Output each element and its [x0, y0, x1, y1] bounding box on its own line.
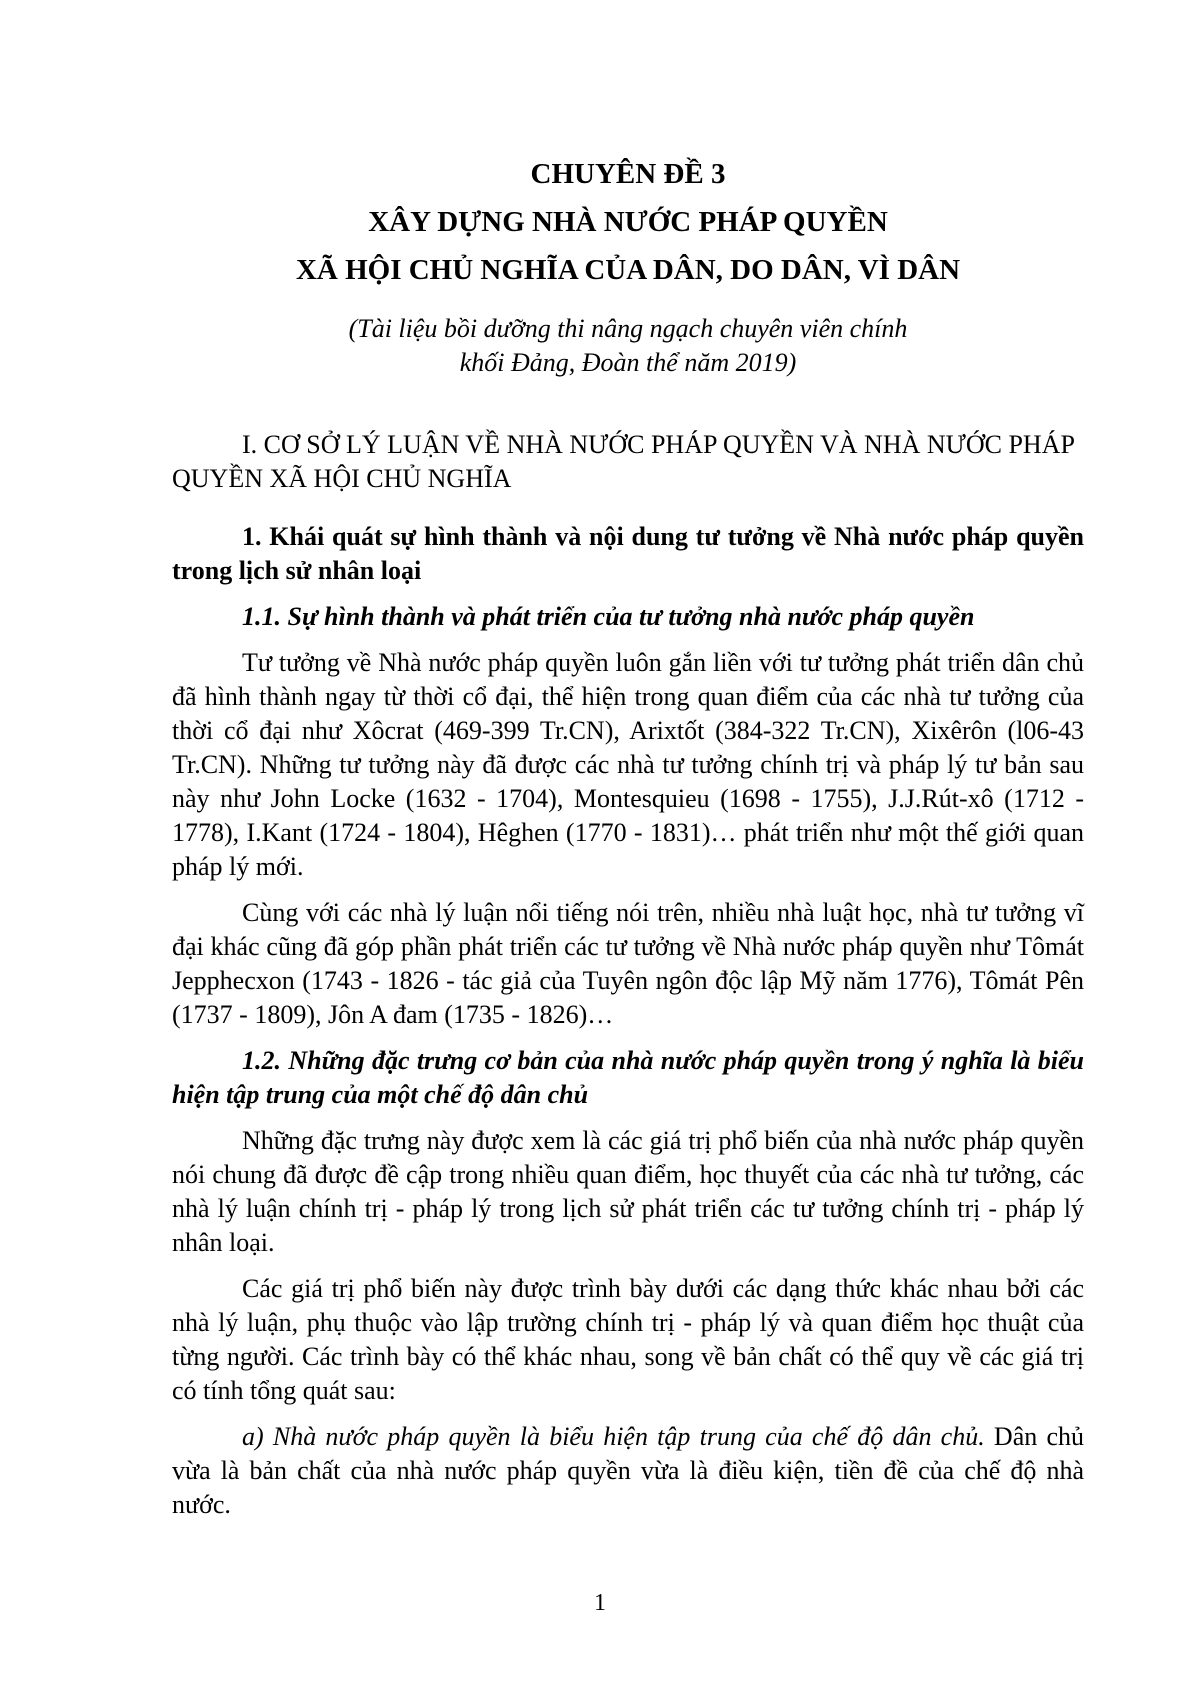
title-block [172, 150, 1084, 380]
page-number: 1 [594, 1590, 606, 1616]
paragraph: Cùng với các nhà lý luận nổi tiếng nói trên, nhiều nhà luật học, nhà tư tưởng vĩ đại khác cũng đã góp phần phát triển các tư tưởng về Nhà nước pháp quyền như Tômát Jepphecxon (1743 - 1826 - tác giả của Tuyên ngôn độc lập Mỹ năm 1776), Tômát Pên (1737 - 1809), Jôn A đam (1735 - 1826)… [172, 898, 1084, 1029]
paragraph: Những đặc trưng này được xem là các giá trị phổ biến của nhà nước pháp quyền nói chung đã được đề cập trong nhiều quan điểm, học thuyết của các nhà tư tưởng, các nhà lý luận chính trị - pháp lý trong lịch sử phát triển các tư tưởng chính trị - pháp lý nhân loại. [172, 1126, 1084, 1257]
paragraph: Tư tưởng về Nhà nước pháp quyền luôn gắn liền với tư tưởng phát triển dân chủ đã hình thành ngay từ thời cổ đại, thể hiện trong quan điểm của các nhà tư tưởng của thời cổ đại như Xôcrat (469-399 Tr.CN), Arixtốt (384-322 Tr.CN), Xixêrôn (l06-43 Tr.CN). Những tư tưởng này đã được các nhà tư tưởng chính trị và pháp lý tư bản sau này như John Locke (1632 - 1704), Montesquieu (1698 - 1755), J.J.Rút-xô (1712 - 1778), I.Kant (1724 - 1804), Hêghen (1770 - 1831)… phát triển như một thế giới quan pháp lý mới. [172, 648, 1084, 881]
subsection-heading-1: 1. Khái quát sự hình thành và nội dung tư tưởng về Nhà nước pháp quyền trong lịch sử nhân loại [172, 522, 1084, 585]
subtitle [172, 312, 1084, 380]
paragraph [172, 1420, 1084, 1522]
paragraph-text: Dân chủ vừa là bản chất của nhà nước pháp quyền vừa là điều kiện, tiền đề của chế độ nhà nước. [172, 1422, 1084, 1519]
subsection-heading-1-1: 1.1. Sự hình thành và phát triển của tư tưởng nhà nước pháp quyền [242, 602, 975, 631]
document-page [172, 0, 1084, 1698]
subtitle-line-1: (Tài liệu bồi dưỡng thi nâng ngạch chuyên viên chính [348, 314, 908, 343]
section-heading-1: I. CƠ SỞ LÝ LUẬN VỀ NHÀ NƯỚC PHÁP QUYỀN VÀ NHÀ NƯỚC PHÁP QUYỀN XÃ HỘI CHỦ NGHĨA [172, 430, 1074, 493]
document-body [172, 428, 1084, 1534]
paragraph: Các giá trị phổ biến này được trình bày dưới các dạng thức khác nhau bởi các nhà lý luận, phụ thuộc vào lập trường chính trị - pháp lý và quan điểm học thuật của từng người. Các trình bày có thể khác nhau, song về bản chất có thể quy về các giá trị có tính tổng quát sau: [172, 1274, 1084, 1405]
title-line-2: XÂY DỰNG NHÀ NƯỚC PHÁP QUYỀN [368, 206, 888, 238]
title-line-1: CHUYÊN ĐỀ 3 [530, 158, 726, 190]
paragraph-italic-lead: a) Nhà nước pháp quyền là biểu hiện tập trung của chế độ dân chủ. [242, 1422, 985, 1451]
subsection-heading-1-2: 1.2. Những đặc trưng cơ bản của nhà nước pháp quyền trong ý nghĩa là biểu hiện tập trung của một chế độ dân chủ [172, 1046, 1084, 1109]
title-line-3: XÃ HỘI CHỦ NGHĨA CỦA DÂN, DO DÂN, VÌ DÂN [295, 254, 961, 286]
subtitle-line-2: khối Đảng, Đoàn thể năm 2019) [459, 348, 797, 377]
